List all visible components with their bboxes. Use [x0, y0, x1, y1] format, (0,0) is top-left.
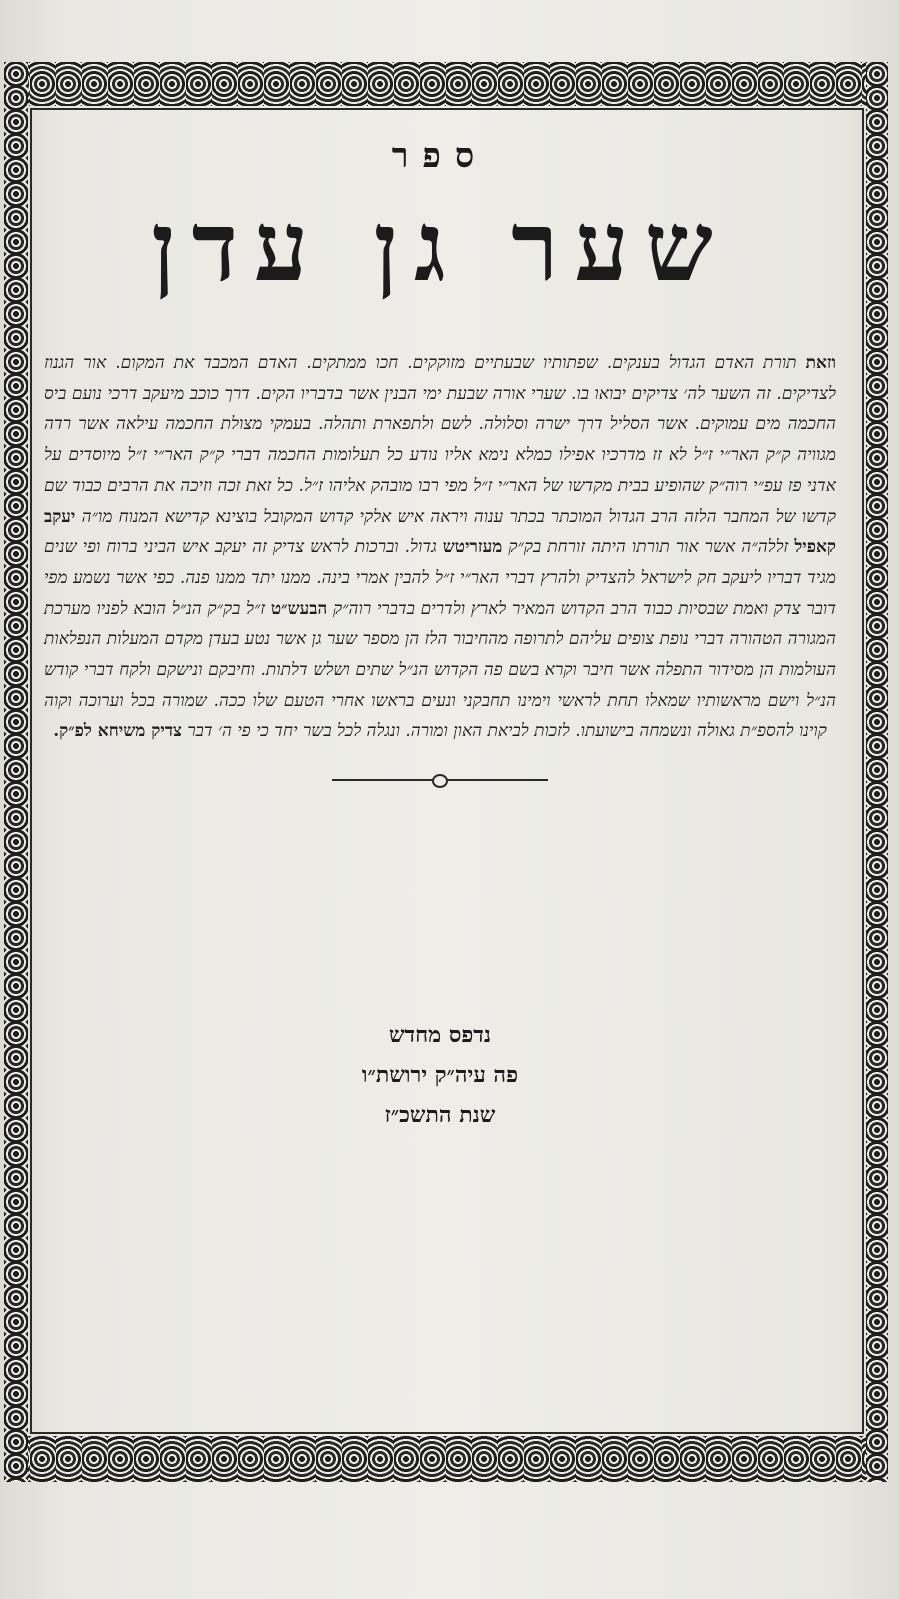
border-bottom	[4, 1436, 888, 1482]
imprint-block	[30, 1015, 850, 1135]
border-left	[4, 62, 28, 1482]
city-name: מעזריטש	[442, 537, 503, 558]
ornamental-divider	[332, 773, 548, 787]
approbation-paragraph	[44, 348, 836, 747]
title-page-content	[30, 110, 850, 1135]
divider-knot-icon	[432, 774, 448, 788]
sefer-heading: ספר	[391, 136, 489, 176]
text-part-b: זללה״ה אשר אור תורתו היתה זורחת בק״ק	[508, 537, 789, 558]
text-part-c: גדול. וברכות לראש צדיק זה יעקב איש הביני ברוח ופי שנים מגיד דבריו ליעקב חק לישראל להצדיק ולהרץ דברי האר״י ז״ל להבין אמרי בינה. ממנו יתד ממנו פנה. כפי אשר נשמע מפי דובר צדק ואמת שבסיות כבוד הרב הקדוש המאיר לארץ ולדרים בדברי רוה״ק	[44, 537, 836, 619]
imprint-line-1: נדפס מחדש	[388, 1022, 492, 1049]
text-part-a: תורת האדם הגדול בענקים. שפתותיו שבעתיים מזוקקים. חכו ממתקים. האדם המכבד את המקום. אור הגנוז לצדיקים. זה השער לה׳ צדיקים יבואו בו. שערי אורה שבעת ימי הבנין אשר בדבריו הקים. דרך כוכב מיעקב דרכי נועם ביס החכמה מים עמוקים. אשר הסליל דרך ישרה וסלולה. לשם ולתפארת ותהלה. בעמקי מצולת החכמה עילאה אשר רדה מגוויה ק״ק האר״י ז״ל לא זז מדרכיו אפילו כמלא נימא אליו נודע כל תעלומות החכמה דברי ק״ק האר״י ז״ל מיוסדים על אדני פז עפ״י רוה״ק שהופיע בבית מקדשו של האר״י ז״ל מפי רבו מובהק אליהו ז״ל. כל זאת זכה וזיכה את הרבים כבוד שם קדשו של המחבר הלזה הרב הגדול המוכתר בכתר ענוה ויראה איש אלקי קדוש המקובל בוצינא קדישא המנוח מו״ה	[44, 353, 836, 527]
closing-phrase: צדיק משיחא לפ״ק.	[53, 721, 182, 742]
border-right	[866, 62, 888, 1482]
opening-word: וזאת	[805, 353, 836, 373]
besht-name: הבעש״ט	[270, 598, 328, 619]
text-part-d: ז״ל בק״ק הנ״ל הובא לפניו מערכת המגורה הטהורה דברי נופת צופים עליהם לתרופה מהחיבור הלז הן מספר שער גן אשר נטע בעדן מקדם המעלות הנפלאות העולמות הן מסידור התפלה אשר חיבר וקרא בשם פה הקדוש הנ״ל שתים ושלש דלתות. וחיבקם ונישקם ולקח דברי קודש הנ״ל וישם מראשותיו שמאלו תחת לראשי וימינו תחבקני ונעים בראשו אחרי הטעם שלו ככה. שמורה בכל וערוכה וקוה קוינו להספ״ת גאולה ונשמחה בישועתו. לזכות לביאת האון ומורה. ונגלה לכל בשר יחד כי פי ה׳ דבר	[44, 598, 836, 742]
imprint-line-3: שנת התשכ״ז	[384, 1102, 496, 1129]
border-top	[4, 62, 888, 106]
imprint-line-2: פה עיה״ק ירושת״ו	[361, 1062, 519, 1089]
author-name: יעקב קאפיל	[44, 506, 836, 558]
book-title: שער גן עדן	[151, 190, 729, 303]
